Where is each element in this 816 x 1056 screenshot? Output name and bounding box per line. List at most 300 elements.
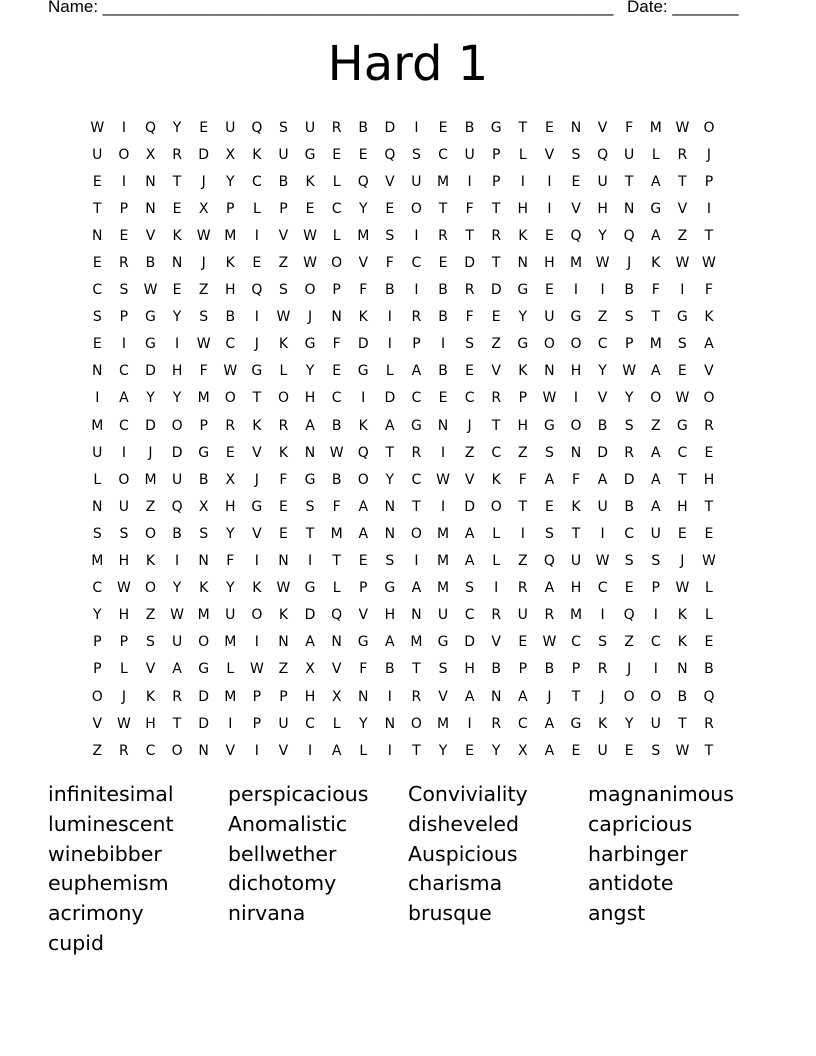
grid-letter[interactable]: N: [517, 255, 529, 272]
grid-letter[interactable]: B: [544, 661, 555, 678]
grid-letter[interactable]: E: [544, 119, 554, 136]
grid-letter[interactable]: D: [384, 390, 396, 407]
grid-letter[interactable]: G: [650, 200, 662, 217]
grid-letter[interactable]: Y: [93, 607, 102, 624]
grid-letter[interactable]: I: [121, 173, 126, 190]
grid-letter[interactable]: H: [171, 363, 183, 380]
grid-letter[interactable]: G: [437, 634, 449, 651]
grid-letter[interactable]: Z: [597, 309, 608, 326]
grid-letter[interactable]: Z: [518, 553, 528, 570]
grid-letter[interactable]: H: [597, 200, 608, 217]
grid-letter[interactable]: G: [304, 336, 316, 353]
grid-letter[interactable]: M: [197, 390, 210, 407]
grid-letter[interactable]: H: [464, 661, 475, 678]
grid-letter[interactable]: L: [93, 471, 102, 488]
grid-letter[interactable]: K: [252, 417, 262, 434]
grid-letter[interactable]: U: [225, 607, 236, 624]
grid-letter[interactable]: O: [410, 200, 422, 217]
grid-letter[interactable]: E: [571, 173, 581, 190]
grid-letter[interactable]: C: [677, 444, 688, 461]
grid-letter[interactable]: A: [464, 688, 475, 705]
grid-letter[interactable]: E: [704, 634, 714, 651]
grid-letter[interactable]: C: [119, 363, 129, 380]
grid-letter[interactable]: A: [650, 498, 661, 515]
grid-letter[interactable]: D: [597, 444, 608, 461]
grid-letter[interactable]: W: [595, 255, 610, 272]
grid-letter[interactable]: E: [544, 498, 554, 515]
grid-letter[interactable]: K: [518, 363, 528, 380]
grid-letter[interactable]: P: [279, 200, 288, 217]
grid-letter[interactable]: V: [438, 688, 448, 705]
grid-letter[interactable]: T: [412, 498, 421, 515]
grid-letter[interactable]: F: [332, 336, 341, 353]
grid-letter[interactable]: J: [201, 173, 206, 190]
grid-letter[interactable]: I: [573, 390, 579, 407]
grid-letter[interactable]: N: [677, 661, 688, 678]
grid-letter[interactable]: S: [146, 634, 155, 651]
grid-letter[interactable]: I: [547, 200, 552, 217]
grid-letter[interactable]: Q: [357, 444, 369, 461]
grid-letter[interactable]: F: [199, 363, 208, 380]
grid-letter[interactable]: H: [304, 688, 316, 705]
grid-letter[interactable]: P: [651, 580, 660, 597]
grid-letter[interactable]: O: [703, 390, 715, 407]
grid-letter[interactable]: N: [278, 553, 289, 570]
grid-letter[interactable]: K: [571, 498, 581, 515]
grid-letter[interactable]: L: [385, 363, 394, 380]
grid-letter[interactable]: C: [331, 390, 342, 407]
grid-letter[interactable]: E: [438, 119, 448, 136]
grid-letter[interactable]: B: [331, 417, 342, 434]
grid-letter[interactable]: J: [121, 688, 126, 705]
grid-letter[interactable]: N: [411, 607, 422, 624]
grid-letter[interactable]: N: [331, 634, 342, 651]
grid-letter[interactable]: O: [357, 471, 369, 488]
grid-letter[interactable]: K: [225, 255, 235, 272]
grid-letter[interactable]: V: [358, 255, 369, 272]
grid-letter[interactable]: R: [597, 661, 608, 678]
grid-letter[interactable]: O: [224, 390, 236, 407]
grid-letter[interactable]: I: [494, 580, 499, 597]
grid-letter[interactable]: H: [225, 498, 236, 515]
grid-letter[interactable]: B: [278, 173, 289, 190]
grid-letter[interactable]: O: [171, 742, 183, 759]
grid-letter[interactable]: B: [172, 525, 182, 542]
grid-letter[interactable]: T: [678, 715, 687, 732]
grid-letter[interactable]: Y: [172, 119, 182, 136]
grid-letter[interactable]: S: [651, 553, 661, 570]
grid-letter[interactable]: O: [118, 471, 130, 488]
grid-letter[interactable]: A: [411, 363, 422, 380]
grid-letter[interactable]: W: [116, 715, 131, 732]
grid-letter[interactable]: N: [278, 634, 289, 651]
grid-letter[interactable]: W: [170, 607, 184, 624]
grid-letter[interactable]: T: [624, 173, 634, 190]
grid-letter[interactable]: J: [706, 146, 712, 163]
grid-letter[interactable]: W: [702, 255, 716, 272]
grid-letter[interactable]: Z: [624, 634, 634, 651]
grid-letter[interactable]: Z: [650, 417, 661, 434]
grid-letter[interactable]: P: [491, 173, 501, 190]
grid-letter[interactable]: F: [385, 255, 394, 272]
grid-letter[interactable]: I: [121, 444, 126, 461]
grid-letter[interactable]: Z: [278, 661, 289, 678]
grid-letter[interactable]: G: [384, 580, 396, 597]
grid-letter[interactable]: I: [387, 688, 392, 705]
grid-letter[interactable]: E: [544, 282, 554, 299]
grid-letter[interactable]: M: [436, 553, 450, 570]
grid-letter[interactable]: Y: [491, 742, 501, 759]
grid-letter[interactable]: Q: [251, 119, 263, 136]
grid-letter[interactable]: F: [518, 471, 527, 488]
grid-letter[interactable]: G: [251, 498, 263, 515]
grid-letter[interactable]: W: [436, 471, 450, 488]
grid-letter[interactable]: D: [198, 688, 210, 705]
grid-letter[interactable]: J: [467, 417, 472, 434]
grid-letter[interactable]: Z: [198, 282, 209, 299]
grid-letter[interactable]: A: [544, 715, 555, 732]
grid-letter[interactable]: R: [411, 309, 422, 326]
grid-letter[interactable]: R: [464, 282, 475, 299]
grid-letter[interactable]: M: [197, 607, 210, 624]
grid-letter[interactable]: D: [145, 417, 156, 434]
grid-letter[interactable]: K: [704, 309, 714, 326]
grid-letter[interactable]: Q: [171, 498, 183, 515]
grid-letter[interactable]: U: [624, 146, 635, 163]
grid-letter[interactable]: A: [119, 390, 129, 407]
grid-letter[interactable]: N: [304, 444, 316, 461]
grid-letter[interactable]: I: [175, 336, 180, 353]
grid-letter[interactable]: L: [279, 363, 288, 380]
grid-letter[interactable]: T: [465, 227, 474, 244]
grid-letter[interactable]: I: [254, 227, 259, 244]
grid-letter[interactable]: R: [225, 417, 236, 434]
grid-letter[interactable]: E: [358, 146, 368, 163]
grid-letter[interactable]: Y: [172, 309, 182, 326]
grid-letter[interactable]: M: [436, 580, 450, 597]
grid-letter[interactable]: P: [199, 417, 208, 434]
grid-letter[interactable]: U: [304, 119, 316, 136]
grid-letter[interactable]: P: [119, 634, 129, 651]
grid-letter[interactable]: C: [571, 634, 581, 651]
grid-letter[interactable]: B: [677, 688, 688, 705]
grid-letter[interactable]: O: [91, 688, 103, 705]
grid-letter[interactable]: R: [544, 607, 555, 624]
grid-letter[interactable]: W: [595, 553, 610, 570]
grid-letter[interactable]: X: [225, 471, 236, 488]
grid-letter[interactable]: E: [172, 282, 182, 299]
grid-letter[interactable]: S: [119, 282, 129, 299]
grid-letter[interactable]: E: [465, 363, 475, 380]
grid-letter[interactable]: R: [331, 119, 342, 136]
grid-letter[interactable]: Y: [358, 200, 368, 217]
grid-letter[interactable]: A: [650, 471, 661, 488]
grid-letter[interactable]: I: [600, 282, 605, 299]
grid-letter[interactable]: K: [278, 607, 289, 624]
grid-letter[interactable]: E: [92, 173, 102, 190]
grid-letter[interactable]: G: [251, 363, 263, 380]
grid-letter[interactable]: M: [569, 607, 583, 624]
grid-letter[interactable]: X: [225, 146, 236, 163]
grid-letter[interactable]: K: [252, 146, 262, 163]
grid-letter[interactable]: S: [199, 525, 209, 542]
grid-letter[interactable]: I: [254, 553, 259, 570]
grid-letter[interactable]: W: [329, 444, 344, 461]
grid-letter[interactable]: S: [571, 146, 581, 163]
grid-letter[interactable]: H: [304, 390, 316, 407]
grid-letter[interactable]: S: [544, 444, 554, 461]
grid-letter[interactable]: R: [411, 688, 422, 705]
grid-letter[interactable]: L: [651, 146, 660, 163]
grid-letter[interactable]: X: [305, 661, 315, 678]
grid-letter[interactable]: S: [677, 336, 687, 353]
grid-letter[interactable]: A: [650, 173, 661, 190]
grid-letter[interactable]: S: [385, 227, 395, 244]
grid-letter[interactable]: V: [278, 742, 289, 759]
grid-letter[interactable]: I: [653, 661, 658, 678]
grid-letter[interactable]: V: [252, 444, 262, 461]
grid-letter[interactable]: I: [121, 119, 126, 136]
grid-letter[interactable]: O: [490, 498, 502, 515]
grid-letter[interactable]: O: [650, 390, 662, 407]
grid-letter[interactable]: G: [145, 336, 156, 353]
grid-letter[interactable]: I: [307, 553, 313, 570]
grid-letter[interactable]: M: [436, 715, 450, 732]
grid-letter[interactable]: Q: [144, 119, 156, 136]
grid-letter[interactable]: C: [305, 715, 315, 732]
grid-letter[interactable]: Y: [385, 471, 395, 488]
grid-letter[interactable]: Y: [598, 227, 607, 244]
grid-letter[interactable]: U: [597, 742, 608, 759]
grid-letter[interactable]: U: [650, 715, 661, 732]
grid-letter[interactable]: K: [651, 255, 661, 272]
grid-letter[interactable]: E: [305, 200, 315, 217]
grid-letter[interactable]: O: [623, 688, 635, 705]
grid-letter[interactable]: G: [304, 471, 316, 488]
grid-letter[interactable]: U: [464, 146, 475, 163]
grid-letter[interactable]: I: [573, 282, 579, 299]
grid-letter[interactable]: U: [171, 634, 183, 651]
grid-letter[interactable]: E: [358, 553, 368, 570]
grid-letter[interactable]: P: [226, 200, 235, 217]
grid-letter[interactable]: R: [491, 390, 502, 407]
grid-letter[interactable]: U: [278, 146, 289, 163]
grid-letter[interactable]: I: [467, 715, 472, 732]
grid-letter[interactable]: O: [198, 634, 210, 651]
grid-letter[interactable]: S: [438, 661, 448, 678]
grid-letter[interactable]: L: [332, 173, 341, 190]
grid-letter[interactable]: G: [304, 146, 316, 163]
grid-letter[interactable]: D: [198, 146, 210, 163]
grid-letter[interactable]: W: [276, 580, 291, 597]
grid-letter[interactable]: V: [491, 363, 501, 380]
grid-letter[interactable]: G: [517, 282, 529, 299]
grid-letter[interactable]: C: [438, 146, 448, 163]
grid-letter[interactable]: B: [491, 661, 501, 678]
grid-letter[interactable]: Q: [384, 146, 396, 163]
grid-letter[interactable]: Q: [623, 607, 635, 624]
grid-letter[interactable]: U: [597, 498, 608, 515]
grid-letter[interactable]: Y: [225, 525, 235, 542]
grid-letter[interactable]: T: [438, 200, 448, 217]
grid-letter[interactable]: O: [331, 255, 343, 272]
grid-letter[interactable]: I: [520, 525, 525, 542]
grid-letter[interactable]: S: [598, 634, 608, 651]
grid-letter[interactable]: W: [196, 336, 211, 353]
grid-letter[interactable]: X: [198, 498, 209, 515]
grid-letter[interactable]: U: [92, 146, 103, 163]
grid-letter[interactable]: A: [464, 525, 475, 542]
grid-letter[interactable]: O: [304, 282, 316, 299]
grid-letter[interactable]: W: [622, 363, 637, 380]
grid-letter[interactable]: U: [118, 498, 130, 515]
grid-letter[interactable]: P: [518, 661, 528, 678]
grid-letter[interactable]: B: [438, 282, 448, 299]
grid-letter[interactable]: H: [384, 607, 396, 624]
grid-letter[interactable]: F: [571, 471, 581, 488]
grid-letter[interactable]: C: [650, 634, 661, 651]
grid-letter[interactable]: N: [544, 363, 555, 380]
grid-letter[interactable]: P: [93, 634, 102, 651]
grid-letter[interactable]: M: [357, 227, 370, 244]
grid-letter[interactable]: E: [518, 634, 528, 651]
grid-letter[interactable]: I: [387, 336, 392, 353]
grid-letter[interactable]: E: [491, 309, 501, 326]
grid-letter[interactable]: W: [542, 390, 557, 407]
grid-letter[interactable]: L: [359, 742, 368, 759]
grid-letter[interactable]: I: [307, 742, 313, 759]
grid-letter[interactable]: L: [332, 715, 341, 732]
grid-letter[interactable]: I: [440, 336, 446, 353]
grid-letter[interactable]: M: [330, 525, 343, 542]
grid-letter[interactable]: M: [224, 227, 237, 244]
grid-letter[interactable]: Y: [624, 715, 634, 732]
grid-letter[interactable]: R: [491, 715, 502, 732]
grid-letter[interactable]: U: [517, 607, 528, 624]
grid-letter[interactable]: A: [172, 661, 182, 678]
grid-letter[interactable]: B: [438, 309, 448, 326]
grid-letter[interactable]: C: [464, 607, 475, 624]
grid-letter[interactable]: V: [677, 200, 688, 217]
grid-letter[interactable]: C: [92, 282, 103, 299]
grid-letter[interactable]: E: [279, 525, 288, 542]
grid-letter[interactable]: W: [116, 580, 131, 597]
grid-letter[interactable]: K: [278, 336, 289, 353]
grid-letter[interactable]: H: [570, 580, 582, 597]
grid-letter[interactable]: E: [332, 363, 342, 380]
grid-letter[interactable]: O: [410, 715, 422, 732]
grid-letter[interactable]: N: [490, 688, 502, 705]
grid-letter[interactable]: V: [464, 471, 475, 488]
grid-letter[interactable]: K: [677, 607, 687, 624]
grid-letter[interactable]: I: [414, 227, 419, 244]
grid-letter[interactable]: H: [225, 282, 236, 299]
grid-letter[interactable]: H: [145, 715, 156, 732]
grid-letter[interactable]: Y: [305, 363, 315, 380]
grid-letter[interactable]: S: [544, 525, 554, 542]
grid-letter[interactable]: E: [438, 255, 448, 272]
grid-letter[interactable]: N: [92, 498, 103, 515]
grid-letter[interactable]: B: [198, 471, 209, 488]
grid-letter[interactable]: E: [438, 390, 448, 407]
grid-letter[interactable]: P: [571, 661, 581, 678]
grid-letter[interactable]: L: [705, 607, 713, 624]
grid-letter[interactable]: H: [570, 363, 582, 380]
grid-letter[interactable]: U: [650, 525, 661, 542]
grid-letter[interactable]: I: [175, 553, 180, 570]
grid-letter[interactable]: B: [385, 282, 395, 299]
grid-letter[interactable]: Z: [677, 227, 688, 244]
grid-letter[interactable]: J: [254, 336, 259, 353]
grid-letter[interactable]: D: [384, 119, 396, 136]
grid-letter[interactable]: B: [438, 363, 448, 380]
grid-letter[interactable]: S: [279, 119, 288, 136]
grid-letter[interactable]: S: [92, 309, 102, 326]
grid-letter[interactable]: C: [491, 444, 502, 461]
grid-letter[interactable]: K: [677, 634, 687, 651]
grid-letter[interactable]: Y: [172, 390, 182, 407]
grid-letter[interactable]: G: [357, 634, 369, 651]
grid-letter[interactable]: F: [226, 553, 235, 570]
grid-letter[interactable]: T: [332, 553, 341, 570]
grid-letter[interactable]: V: [92, 715, 103, 732]
grid-letter[interactable]: V: [225, 742, 236, 759]
grid-letter[interactable]: P: [704, 173, 714, 190]
grid-letter[interactable]: O: [171, 417, 183, 434]
grid-letter[interactable]: N: [171, 255, 183, 272]
grid-letter[interactable]: J: [148, 444, 153, 461]
grid-letter[interactable]: W: [303, 227, 317, 244]
grid-letter[interactable]: T: [571, 525, 581, 542]
grid-letter[interactable]: U: [544, 309, 555, 326]
grid-letter[interactable]: P: [119, 309, 129, 326]
grid-letter[interactable]: I: [121, 336, 126, 353]
grid-letter[interactable]: C: [225, 336, 236, 353]
grid-letter[interactable]: S: [119, 525, 129, 542]
grid-letter[interactable]: R: [438, 227, 448, 244]
grid-letter[interactable]: P: [252, 688, 262, 705]
grid-letter[interactable]: U: [171, 471, 183, 488]
grid-letter[interactable]: A: [385, 417, 395, 434]
grid-letter[interactable]: C: [464, 390, 475, 407]
grid-letter[interactable]: D: [171, 444, 183, 461]
grid-letter[interactable]: N: [384, 525, 396, 542]
grid-letter[interactable]: I: [680, 282, 685, 299]
grid-letter[interactable]: D: [198, 715, 210, 732]
grid-letter[interactable]: R: [704, 715, 714, 732]
grid-letter[interactable]: W: [276, 309, 291, 326]
grid-letter[interactable]: I: [414, 119, 419, 136]
grid-letter[interactable]: U: [92, 444, 103, 461]
grid-letter[interactable]: O: [144, 580, 156, 597]
grid-letter[interactable]: J: [307, 309, 313, 326]
grid-letter[interactable]: K: [358, 417, 368, 434]
grid-letter[interactable]: C: [92, 580, 103, 597]
grid-letter[interactable]: M: [569, 255, 583, 272]
grid-letter[interactable]: L: [226, 661, 235, 678]
grid-letter[interactable]: V: [385, 173, 395, 190]
grid-letter[interactable]: R: [491, 227, 502, 244]
grid-letter[interactable]: D: [464, 498, 475, 515]
grid-letter[interactable]: T: [704, 742, 714, 759]
grid-letter[interactable]: V: [278, 227, 289, 244]
grid-letter[interactable]: N: [198, 742, 209, 759]
grid-letter[interactable]: Q: [570, 227, 582, 244]
grid-letter[interactable]: P: [279, 688, 288, 705]
grid-letter[interactable]: A: [518, 688, 528, 705]
grid-letter[interactable]: C: [119, 417, 129, 434]
grid-letter[interactable]: S: [624, 309, 634, 326]
